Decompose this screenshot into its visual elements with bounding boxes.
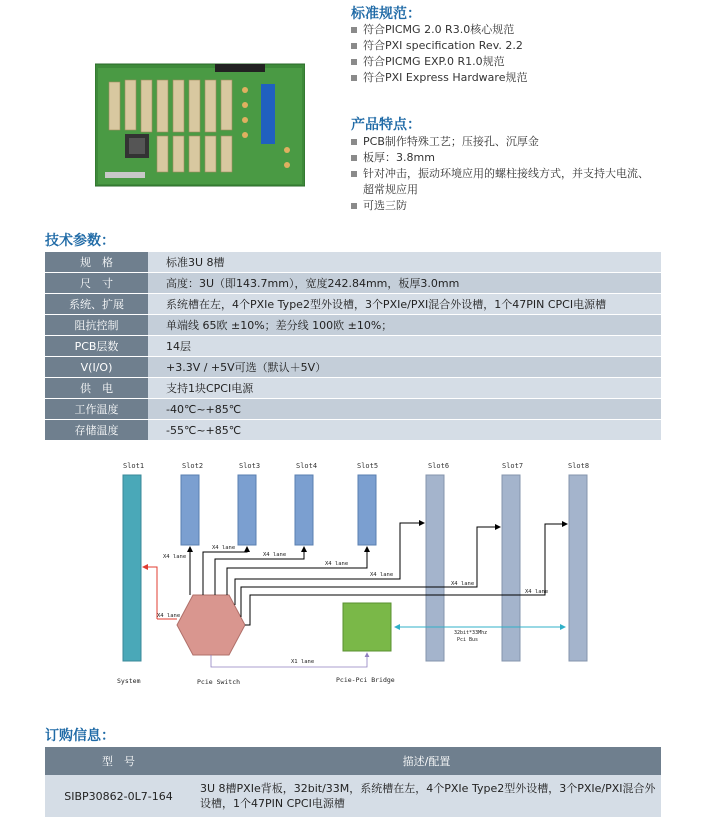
- slot-label: Slot2: [182, 462, 204, 470]
- lane-label: X4 lane: [212, 545, 236, 551]
- system-label: System: [117, 677, 141, 685]
- table-row: [45, 273, 661, 294]
- pci-bus-label: Pci Bus: [457, 637, 479, 643]
- lane-label: X4 lane: [525, 589, 549, 595]
- lane-label: X4 lane: [157, 613, 181, 619]
- list-item: 针对冲击，振动环境应用的螺柱接线方式，并支持大电流、: [351, 166, 649, 182]
- param-value: +3.3V / +5V可选（默认＋5V）: [148, 357, 661, 378]
- pci-bus-label: 32bit*33Mhz: [454, 630, 488, 636]
- system-link: [143, 567, 157, 619]
- table-row: [45, 336, 661, 357]
- param-key: 尺 寸: [45, 273, 148, 294]
- list-item: PCB制作特殊工艺；压接孔、沉厚金: [351, 134, 649, 150]
- param-key: 系统、扩展: [45, 294, 148, 315]
- param-value: 高度：3U（即143.7mm），宽度242.84mm，板厚3.0mm: [148, 273, 661, 294]
- table-row: [45, 252, 661, 273]
- param-value: 标准3U 8槽: [148, 252, 661, 273]
- lane-label: X4 lane: [163, 554, 187, 560]
- list-item: 符合PXI specification Rev. 2.2: [351, 38, 527, 54]
- bridge-label: Pcie-Pci Bridge: [336, 676, 395, 684]
- lane-label: X4 lane: [325, 561, 349, 567]
- pxie-slot: [181, 475, 199, 545]
- order-table: [45, 747, 661, 817]
- lane-label: X1 lane: [291, 659, 315, 665]
- table-row: [45, 357, 661, 378]
- tech-table: [45, 252, 661, 441]
- slot-label: Slot1: [123, 462, 145, 470]
- list-item: 符合PICMG EXP.0 R1.0规范: [351, 54, 527, 70]
- pcie-pci-bridge-shape: [343, 603, 391, 651]
- slot-label: Slot3: [239, 462, 261, 470]
- param-key: 规 格: [45, 252, 148, 273]
- list-item: 板厚：3.8mm: [351, 150, 649, 166]
- slot-label: Slot4: [296, 462, 318, 470]
- param-value: 支持1块CPCI电源: [148, 378, 661, 399]
- list-item: 符合PICMG 2.0 R3.0核心规范: [351, 22, 527, 38]
- order-model: SIBP30862-0L7-164: [45, 775, 192, 817]
- list-item: 超常规应用: [363, 183, 418, 196]
- param-key: V(I/O): [45, 357, 148, 378]
- param-key: 阻抗控制: [45, 315, 148, 336]
- param-key: 工作温度: [45, 399, 148, 420]
- param-value: 14层: [148, 336, 661, 357]
- system-slot: [123, 475, 141, 661]
- standards-list: [351, 22, 527, 86]
- table-row: [45, 775, 661, 817]
- standards-title: 标准规范：: [351, 6, 421, 22]
- slot-label: Slot5: [357, 462, 379, 470]
- hybrid-slot: [569, 475, 587, 661]
- param-value: -55℃~+85℃: [148, 420, 661, 441]
- slot-label: Slot6: [428, 462, 450, 470]
- hybrid-slot: [426, 475, 444, 661]
- order-title: 订购信息：: [45, 728, 115, 744]
- lane-label: X4 lane: [263, 552, 287, 558]
- param-key: 存储温度: [45, 420, 148, 441]
- table-row: [45, 420, 661, 441]
- slot-label: Slot7: [502, 462, 524, 470]
- lane-label: X4 lane: [370, 572, 394, 578]
- table-row: [45, 378, 661, 399]
- backplane-photo: [95, 60, 305, 188]
- param-value: 系统槽在左，4个PXIe Type2型外设槽，3个PXIe/PXI混合外设槽，1个47PIN CPCI电源槽: [148, 294, 661, 315]
- hybrid-slot: [502, 475, 520, 661]
- param-key: PCB层数: [45, 336, 148, 357]
- lane-label: X4 lane: [451, 581, 475, 587]
- header-desc: 描述/配置: [192, 747, 661, 775]
- param-value: 单端线 65欧 ±10%；差分线 100欧 ±10%；: [148, 315, 661, 336]
- table-header-row: [45, 747, 661, 775]
- pxie-slot: [295, 475, 313, 545]
- list-item: 符合PXI Express Hardware规范: [351, 70, 527, 86]
- pxie-slot: [358, 475, 376, 545]
- features-list: [351, 134, 649, 214]
- tech-title: 技术参数：: [45, 233, 115, 249]
- param-key: 供 电: [45, 378, 148, 399]
- header-model: 型 号: [45, 747, 192, 775]
- list-item: 可选三防: [351, 198, 649, 214]
- table-row: [45, 399, 661, 420]
- switch-label: Pcie Switch: [197, 678, 241, 686]
- slot-label: Slot8: [568, 462, 590, 470]
- features-title: 产品特点：: [351, 117, 421, 133]
- param-value: -40℃~+85℃: [148, 399, 661, 420]
- order-desc: 3U 8槽PXIe背板，32bit/33M，系统槽在左，4个PXIe Type2型外设槽，3个PXIe/PXI混合外设槽，1个47PIN CPCI电源槽: [192, 775, 661, 817]
- pxie-slot: [238, 475, 256, 545]
- table-row: [45, 315, 661, 336]
- topology-diagram: [105, 455, 625, 690]
- table-row: [45, 294, 661, 315]
